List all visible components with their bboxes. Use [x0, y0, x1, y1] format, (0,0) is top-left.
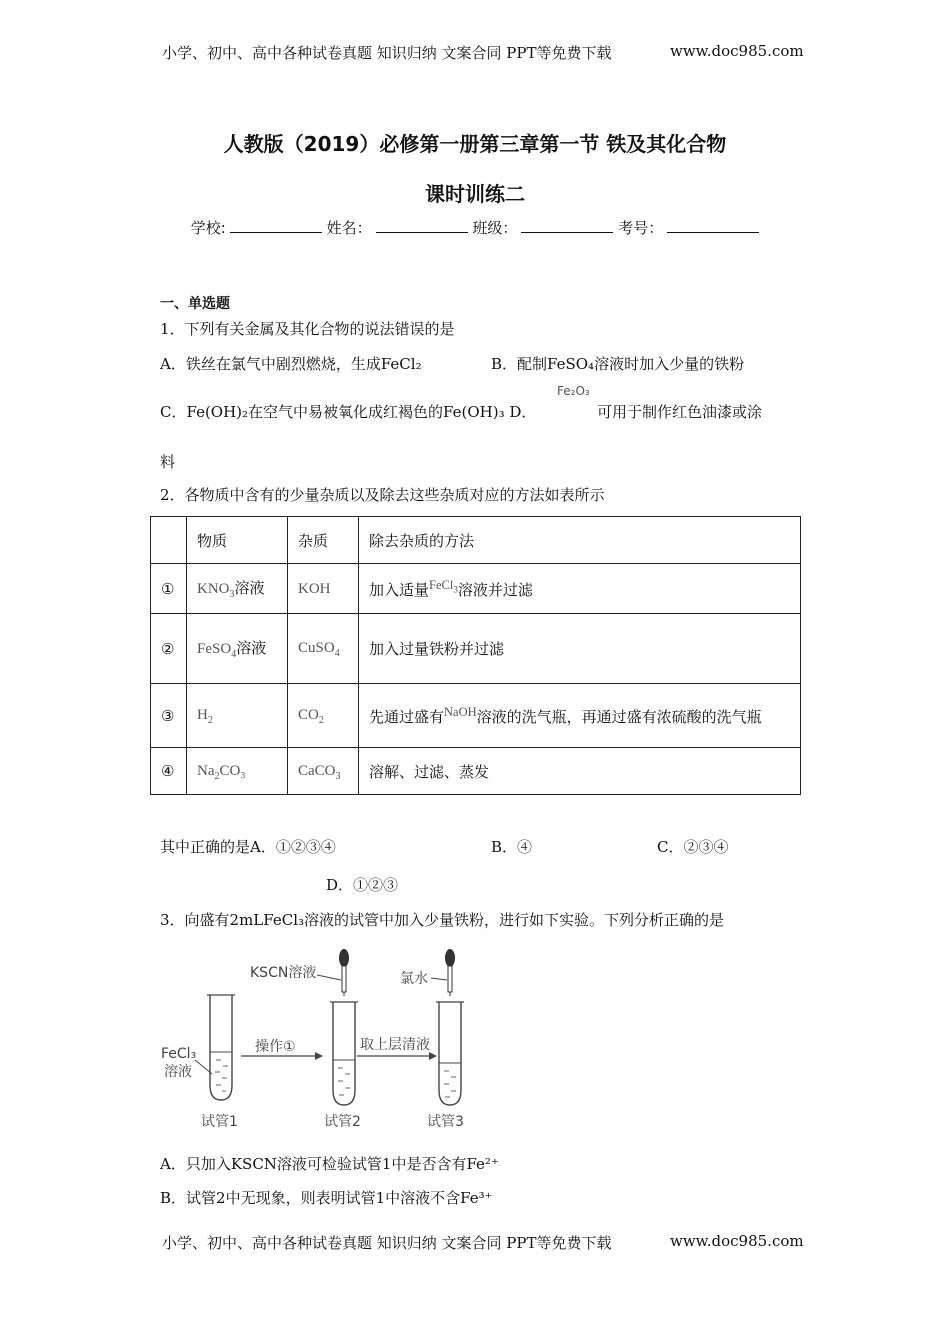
tube3-label: 试管3	[427, 1114, 464, 1130]
experiment-diagram	[155, 940, 485, 1135]
tube2-label: 试管2	[324, 1114, 361, 1130]
impurity-cell: CaCO$_3$	[288, 748, 359, 795]
q2-option-d[interactable]: D．①②③	[326, 876, 399, 894]
table-header-cell: 除去杂质的方法	[359, 517, 801, 564]
footer-link[interactable]: www.doc985.com	[670, 1232, 804, 1250]
table-header-cell: 物质	[187, 517, 288, 564]
q1-option-d-wrap: 料	[160, 453, 176, 471]
substance-cell: $Na_2CO_3$	[187, 748, 288, 795]
row-number: ②	[151, 614, 187, 684]
substance-cell: $H_2$	[187, 684, 288, 748]
q1-d-formula: Fe₂O₃	[557, 384, 590, 398]
q1-option-d[interactable]: 可用于制作红色油漆或涂	[597, 403, 763, 421]
op2-label: 取上层清液	[360, 1037, 430, 1053]
impurity-cell: KOH	[288, 564, 359, 614]
q3-stem: 3．向盛有2mLFeCl₃溶液的试管中加入少量铁粉，进行如下实验。下列分析正确的是	[160, 911, 725, 929]
section-title: 一、单选题	[160, 296, 230, 312]
tube1-label: 试管1	[201, 1114, 238, 1130]
class-blank[interactable]	[521, 218, 613, 233]
q2-answer-prefix: 其中正确的是	[160, 838, 251, 856]
school-blank[interactable]	[230, 218, 322, 233]
dropper-kscn	[317, 949, 349, 996]
table-header-cell: 杂质	[288, 517, 359, 564]
title-line1: 人教版（2019）必修第一册第三章第一节 铁及其化合物	[223, 132, 727, 156]
q1-option-b[interactable]: B．配制FeSO₄溶液时加入少量的铁粉	[491, 355, 745, 373]
test-tube-2	[330, 1002, 358, 1105]
header-text: 小学、初中、高中各种试卷真题 知识归纳 文案合同 PPT等免费下载	[162, 44, 612, 62]
q3-option-b[interactable]: B．试管2中无现象，则表明试管1中溶液不含Fe³⁺	[160, 1189, 493, 1207]
test-tube-3	[436, 1002, 464, 1105]
op1-label: 操作①	[255, 1039, 296, 1055]
method-cell: 加入适量$^{FeCl_3}$溶液并过滤	[359, 564, 801, 614]
test-tube-1	[207, 995, 235, 1100]
table-row	[151, 614, 801, 684]
fecl3-label: FeCl₃	[161, 1046, 197, 1062]
row-number: ①	[151, 564, 187, 614]
dropper-chlorine	[431, 949, 455, 996]
number-blank[interactable]	[667, 218, 759, 233]
row-number: ③	[151, 684, 187, 748]
table-row	[151, 564, 801, 614]
impurity-cell: CuSO$_4$	[288, 614, 359, 684]
school-label: 学校:	[190, 219, 226, 237]
number-label: 考号：	[618, 219, 664, 237]
q3-option-a[interactable]: A．只加入KSCN溶液可检验试管1中是否含有Fe²⁺	[160, 1155, 499, 1173]
solution-label: 溶液	[164, 1064, 192, 1080]
table-header-cell	[151, 517, 187, 564]
table-row	[151, 748, 801, 795]
chlorine-label: 氯水	[400, 971, 428, 987]
q1-stem: 1．下列有关金属及其化合物的说法错误的是	[160, 320, 455, 338]
q1-option-a[interactable]: A．铁丝在氯气中剧烈燃烧，生成FeCl₂	[160, 355, 422, 373]
table-row	[151, 684, 801, 748]
name-blank[interactable]	[376, 218, 468, 233]
method-cell: 加入过量铁粉并过滤	[359, 614, 801, 684]
q1-option-c[interactable]: C．Fe(OH)₂在空气中易被氧化成红褐色的Fe(OH)₃ D．	[160, 403, 537, 421]
row-number: ④	[151, 748, 187, 795]
impurity-table	[150, 516, 801, 795]
q2-option-a[interactable]: A．①②③④	[250, 838, 336, 856]
footer-text: 小学、初中、高中各种试卷真题 知识归纳 文案合同 PPT等免费下载	[162, 1234, 612, 1252]
q2-option-b[interactable]: B．④	[491, 838, 533, 856]
method-cell: 溶解、过滤、蒸发	[359, 748, 801, 795]
name-label: 姓名：	[326, 219, 372, 237]
table-header-row	[151, 517, 801, 564]
q2-answer-line	[160, 836, 336, 857]
class-label: 班级：	[472, 219, 518, 237]
kscn-label: KSCN溶液	[250, 965, 317, 981]
title-line2: 课时训练二	[425, 182, 525, 206]
substance-cell: FeSO$_4$溶液	[187, 614, 288, 684]
header-link[interactable]: www.doc985.com	[670, 42, 804, 60]
method-cell: 先通过盛有$^{NaOH}$溶液的洗气瓶，再通过盛有浓硫酸的洗气瓶	[359, 684, 801, 748]
student-info	[0, 217, 950, 238]
impurity-cell: $CO_2$	[288, 684, 359, 748]
substance-cell: $KNO_3$溶液	[187, 564, 288, 614]
q2-stem: 2．各物质中含有的少量杂质以及除去这些杂质对应的方法如表所示	[160, 486, 605, 504]
q2-option-c[interactable]: C．②③④	[657, 838, 729, 856]
